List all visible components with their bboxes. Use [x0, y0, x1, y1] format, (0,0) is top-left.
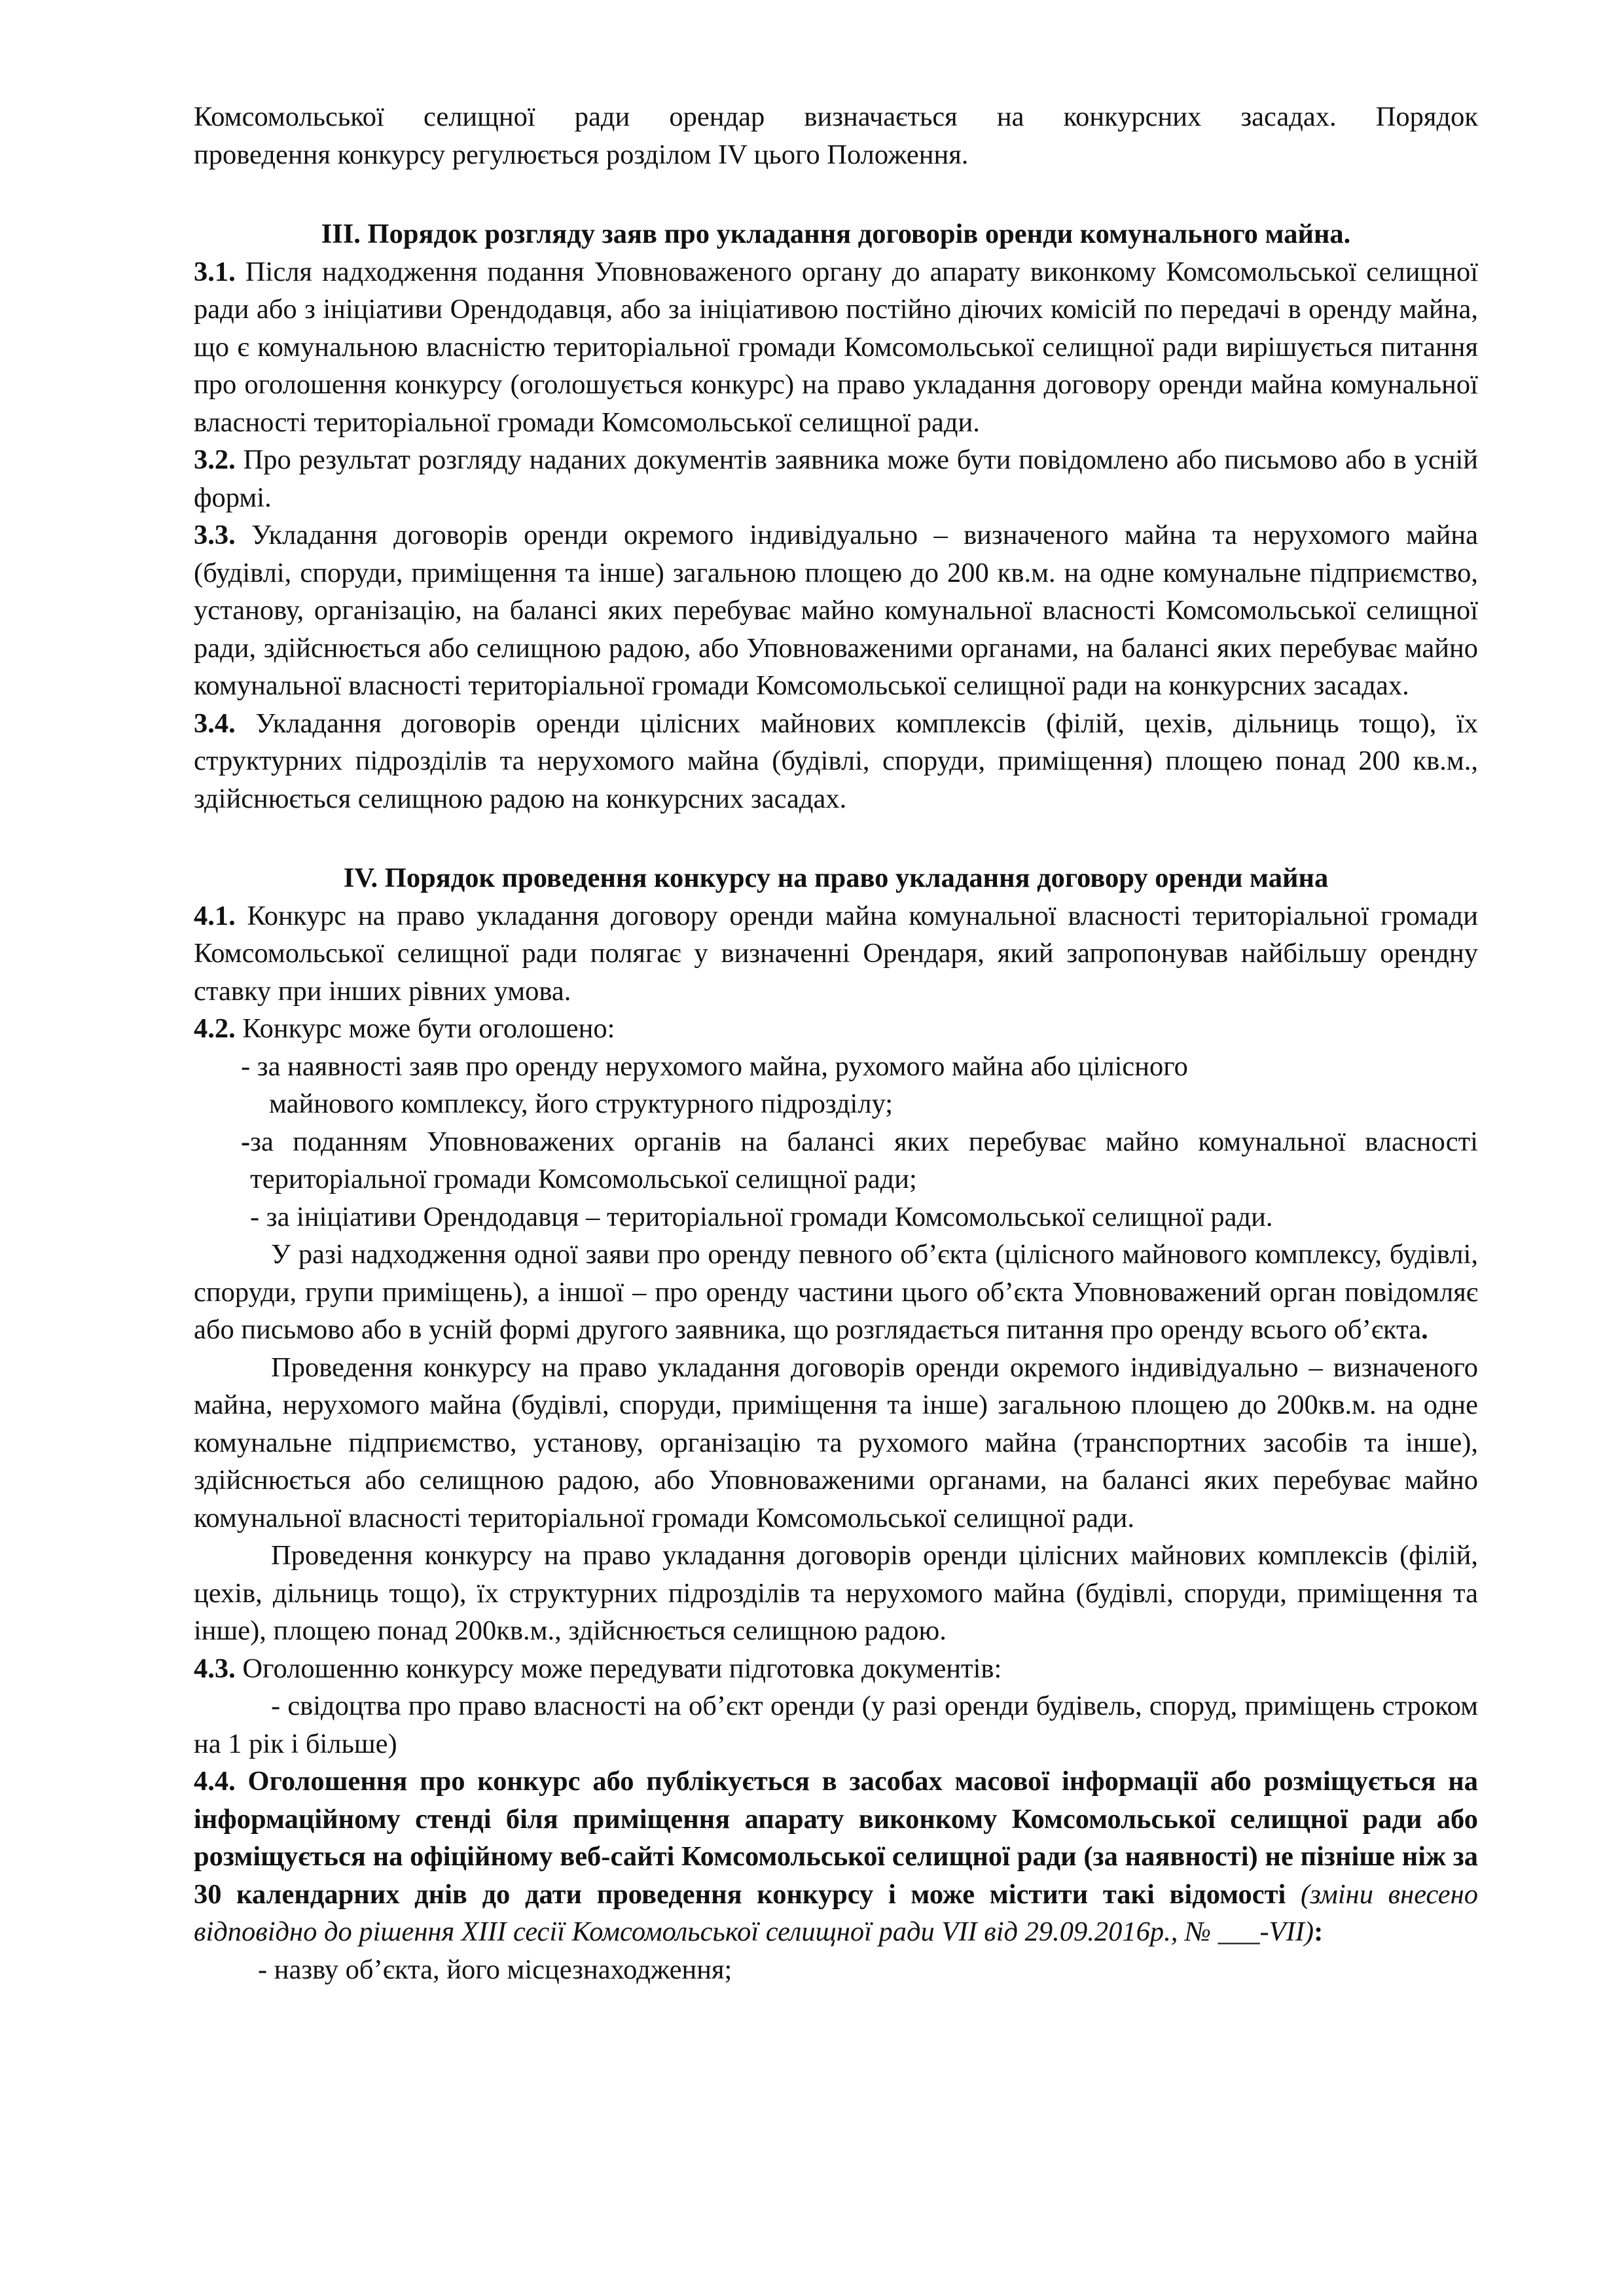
section-4-heading: IV. Порядок проведення конкурсу на право укладання договору оренди майна [343, 863, 1329, 893]
intro-line-1: Комсомольської селищної ради орендар визначається на конкурсних засадах. Порядок [194, 101, 1478, 132]
section-gap [194, 173, 1478, 215]
list-dash: - [241, 1126, 251, 1157]
paragraph-4-3 [194, 1650, 1478, 1688]
paragraph-3-4 [194, 705, 1478, 818]
paragraph-individual-property: Проведення конкурсу на право укладання договорів оренди окремого індивідуально – визначеного майна, нерухомого майна (будівлі, споруди, приміщення та інше) загальною площею до 200кв.м. на одне комунальне підприємство, установу, організацію та рухомого майна (транспортних засобів та інше), здійснюється або селищною радою, або Уповноваженими органами, на балансі яких перебуває майно комунальної власності територіальної громади Комсомольської селищної ради. [194, 1352, 1478, 1534]
paragraph-bold-text: 4.4. Оголошення про конкурс або публікується в засобах масової інформації або розміщується на інформаційному стенді біля приміщення апарату виконкому Комсомольської селищної ради або розміщується на офіційному веб-сайті Комсомольської селищної ради (за наявності) не пізніше ніж за 30 календарних днів до дати проведення конкурсу і може містити такі відомості [194, 1766, 1478, 1910]
paragraph-4-3-item: - свідоцтва про право власності на об’єкт оренди (у разі оренди будівель, споруд, приміщень строком на 1 рік і більше) [194, 1691, 1478, 1759]
paragraph-number: 4.3. [194, 1653, 236, 1684]
paragraph-4-1 [194, 897, 1478, 1011]
paragraph-text: У разі надходження одної заяви про оренду певного об’єкта (цілісного майнового комплексу, будівлі, споруди, групи приміщень), а іншої – про оренду частини цього об’єкта Уповноважений орган повідомляє або письмово або в усній формі другого заявника, що розглядається питання про оренду всього об’єкта [194, 1239, 1478, 1345]
list-item-1-line-2: майнового комплексу, його структурного підрозділу; [269, 1088, 893, 1119]
amendment-note: (зміни внесено відповідно до рішення ХІІІ сесії Комсомольської селищної ради VII від 29.09.2016р., № ___-VII) [194, 1878, 1478, 1947]
paragraph-number: 3.1. [194, 256, 236, 287]
paragraph-single-application [194, 1236, 1478, 1349]
paragraph-4-2 [194, 1010, 1478, 1048]
paragraph-text: Конкурс може бути оголошено: [235, 1013, 615, 1044]
list-item-2 [194, 1123, 1478, 1198]
paragraph-text: Після надходження подання Уповноваженого органу до апарату виконкому Комсомольської селищної ради або з ініціативи Орендодавця, або за ініціативою постійно діючих комісій по передачі в оренду майна, що є комунальною власністю територіальної громади Комсомольської селищної ради вирішується питання про оголошення конкурсу (оголошується конкурс) на право укладання договору оренди майна комунальної власності територіальної громади Комсомольської селищної ради. [194, 256, 1478, 438]
paragraph-3-1 [194, 253, 1478, 442]
paragraph-text: Конкурс на право укладання договору оренди майна комунальної власності територіальної громади Комсомольської селищної ради полягає у визначенні Орендаря, який запропонував найбільшу орендну ставку при інших рівних умова. [194, 900, 1478, 1007]
section-3-heading: ІІІ. Порядок розгляду заяв про укладання договорів оренди комунального майна. [321, 219, 1351, 249]
list-item-1-line-1: - за наявності заяв про оренду нерухомого майна, рухомого майна або цілісного [241, 1050, 1188, 1082]
section-gap [194, 817, 1478, 859]
paragraph-property-complexes: Проведення конкурсу на право укладання договорів оренди цілісних майнових комплексів (філій, цехів, дільниць тощо), їх структурних підрозділів та нерухомого майна (будівлі, споруди, приміщення та інше), площею понад 200кв.м., здійснюється селищною радою. [194, 1540, 1478, 1646]
list-item-text: за поданням Уповноважених органів на балансі яких перебуває майно комунальної власності територіальної громади Комсомольської селищної ради; [250, 1126, 1478, 1194]
paragraph-4-4-item: - назву об’єкта, його місцезнаходження; [258, 1954, 732, 1985]
paragraph-colon: : [1314, 1916, 1324, 1947]
paragraph-end-mark: . [1421, 1314, 1428, 1345]
list-item-3: - за ініціативи Орендодавця – територіальної громади Комсомольської селищної ради. [250, 1201, 1273, 1232]
paragraph-3-3 [194, 516, 1478, 705]
paragraph-3-2 [194, 441, 1478, 516]
paragraph-number: 4.1. [194, 900, 236, 931]
paragraph-text: Оголошенню конкурсу може передувати підготовка документів: [235, 1653, 1002, 1684]
paragraph-number: 3.3. [194, 520, 236, 550]
paragraph-number: 4.2. [194, 1013, 236, 1044]
intro-line-2: проведення конкурсу регулюється розділом IV цього Положення. [194, 139, 969, 170]
paragraph-number: 3.4. [194, 708, 236, 739]
paragraph-text: Укладання договорів оренди цілісних майнових комплексів (філій, цехів, дільниць тощо), їх структурних підрозділів та нерухомого майна (будівлі, споруди, приміщення) площею понад 200 кв.м., здійснюється селищною радою на конкурсних засадах. [194, 708, 1478, 814]
paragraph-number: 3.2. [194, 444, 236, 475]
paragraph-4-4 [194, 1763, 1478, 1951]
paragraph-text: Про результат розгляду наданих документів заявника може бути повідомлено або письмово або в усній формі. [194, 444, 1478, 513]
document-page [194, 98, 1478, 1988]
paragraph-text: Укладання договорів оренди окремого індивідуально – визначеного майна та нерухомого майна (будівлі, споруди, приміщення та інше) загальною площею до 200 кв.м. на одне комунальне підприємство, установу, організацію, на балансі яких перебуває майно комунальної власності Комсомольської селищної ради, здійснюється або селищною радою, або Уповноваженими органами, на балансі яких перебуває майно комунальної власності територіальної громади Комсомольської селищної ради на конкурсних засадах. [194, 520, 1478, 701]
